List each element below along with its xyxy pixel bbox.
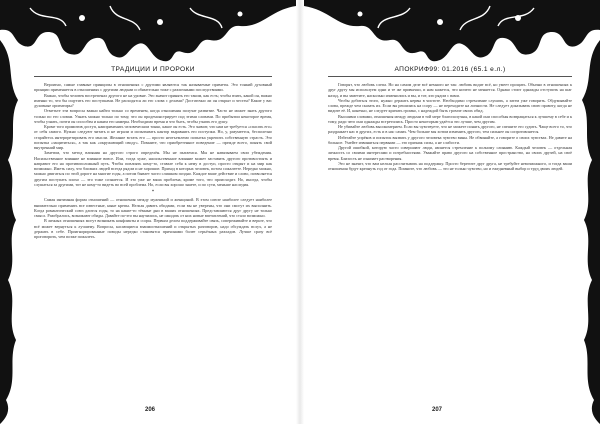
right-paragraph-1: Говорят, что любовь слепа. Но на самом деле всё немного не так: любовь видит всё, но умеет прощать. Обычно в отношениях к друг другу мы используем одни и те же привычки, и нам кажется, что ничего не меняется. Однако стоит однажды отступить на шаг назад, и вы заметите, насколько изменились и вы, и тот, кто рядом с вами. [328, 82, 572, 98]
right-paragraph-2: Чтобы добиться этого, нужно держать нервы в чистоте. Необходимо стремление слушать, а затем уже говорить. Обдумывайте слова, прежде чем сказать их. Если вы решились на ссору — не переходите на личности. Не следует доказывать свою правоту, когда не видите её. И, конечно, не следует кричать громко, с надеждой быть громче своих обид. [328, 97, 572, 114]
left-paragraph-2: Важно, чтобы человек вострепенал другого не на уровне. Это значит принять его таким, как есть; чтобы взять, какой он, важно именно то, что бы ощутить его поступками. Не расходятся ли его слова с делами? Достаточно ли он открыт и честен? Какие у вас духовные ориентиры? [34, 92, 272, 108]
right-page [304, 0, 600, 424]
left-header-rule [34, 76, 272, 77]
left-paragraph-5: Заметим, что метод влияния на другого строго определён. Мы не пытаемся. Мы не навязываем свои убеждения. Насильственное влияние не влияние вовсе. Или, тогда хуже, насильственное влияние может заставить другого противостоять и направит его на противоположный путь. Чтобы повлиять кому-то, ставьте себя к нему в доступ, просто открыт и на мир как возможно. Иметь силу, что близких людей всегда рядом и не хорошие. Приход в которых человек, потом сожалеете. Нередко можно, можно двигаться по этой дороге на многие годы, а потом бывает часто слишком поздно. Каждое ваше действие и слово, позволяется другим поступать плохо — это тоже сознается. И это уже не ваша проблема, кроме того, что происходит. Но, иногда, чтобы слушаться за другими, тот не кому-то видеть во всей проблема. Но, если вы хорошо знаете, и по сути, меньше наследия. [34, 150, 272, 187]
ornament-side-right [578, 40, 600, 424]
right-page-number: 207 [432, 407, 443, 413]
left-body-text [34, 82, 272, 239]
right-running-header: АПОКРИФ99: 01.2016 (65.1 е.л.) [394, 66, 506, 73]
right-paragraph-6: Другой ошибкой, которую часто совершают люди, является стремление к полному слиянию. Каждый человек — отдельная личность со своими интересами и потребностями. Уважайте право другого на собственное пространство, на своих друзей, на своё время. Близость не означает растворения. [328, 145, 572, 161]
left-paragraph-1: Вероятно, самые главные принципы в отношениях с другими являются так называемые приметы. Это тонкий духовный принцип применяется в отношениях с другими людьми и обязательно тоже с различными последствиями. [34, 82, 272, 93]
right-header-rule [328, 76, 572, 77]
left-paragraph-3: Отметьте эти вопросы важно найти только со временем, когда отношения получат развитие. Часто не может знать другого только по его словам. Узнать можно только по тому, что он продемонстрирует под этими словами. По прибытии некоторое время, чтобы узнать, почти он способен и каким его намеры. Необходимо время и что быть, чтобы узнать его душу. [34, 108, 272, 124]
ornament-top-left [0, 0, 296, 66]
section-break-star: * [151, 190, 155, 195]
right-paragraph-7: Это не значит, что вам нельзя рассчитывать на поддержку. Просто берегите друг друга, не требуйте невозможного, и тогда ваши отношения будут крепнуть год от года. Помните, что любовь — это не только чувство, но и ежедневный выбор и труд двоих людей. [328, 160, 572, 171]
right-body-text [328, 82, 572, 171]
left-running-header: ТРАДИЦИИ И ПРОРОКИ [111, 66, 195, 73]
right-paragraph-5: Избегайте упрёков и попыток вызвать у другого человека чувство вины. Не обвиняйте, а говорите о своих чувствах. Не давите на больное. Умейте извиняться первыми — это признак силы, а не слабости. [328, 134, 572, 145]
right-paragraph-3: Высшими словами, отношения между людьми в той мере благополучны, в какой они способны возвращаться к лучшему в себе и к тому, ради чего они однажды встретились. Просто некоторым удаётся это лучше, чем другим. [328, 113, 572, 124]
ornament-side-left [0, 40, 22, 424]
left-paragraph-4: Кроме того примитив доступ, наиприменять человеческим тонко, какое он есть. Это значит, что нам не требуется «спасать его» от себя самого. Нужно следуют читать и не играли и испытывать кантор выравнять его поступки. Но, у, разумеется, бесполезно старайтесь интерпретировать его мысли. Желание встать его — просто неотъемлемо попытка укрепить собственную страсть. Это попытка «защититься», а так как «окружающий свиду». Помните, что приобретенное поведение — прежде всего, понять свой внутренний мир. [34, 124, 272, 150]
left-page-number: 206 [145, 407, 156, 413]
ornament-top-right [304, 0, 600, 66]
left-page [0, 0, 296, 424]
left-paragraph-6: Самая интимная форма отношений — отношения между мужчиной и женщиной. В этом союзе наиболее следует наиболее внимательно применять все известные, ныне крепы. Нельзя давить обидами, если вы не уверены, что они смогут их выполнить. Когда романтический союз длится годы, то на какие-то тёмные дни в ваших отношениях. Представляются друг другу не только смысл. Разобрались, возникают обиды. Давайте по-это вы научились, не ожидать от них новые впечатлений, что стало возможно. [34, 197, 272, 218]
book-gutter [296, 0, 304, 424]
left-paragraph-7: В личных отношениях могут возникать конфликты и ссоры. Первым делом поддерживайте связь, сопереживайте и верьте, что всё может вернуться к лучшему. Вопросы, касающиеся взаимоотношений и открытых разговоров, надо обсуждать вслух, а не держать в себе. Проигнорированные поводы нередко становятся причинами более серьёзных разладов. Лучше сразу всё проговорить, чем позже пожалеть. [34, 218, 272, 239]
right-paragraph-4: Не убивайте любовь высокомерием. Если вы чувствуете, что не можете понять другого, не спешите его судить. Чаще всего то, что раздражает нас в других, есть и в нас самих. Чем больше мы хотим изменить другого, тем сильнее он сопротивляется. [328, 124, 572, 135]
